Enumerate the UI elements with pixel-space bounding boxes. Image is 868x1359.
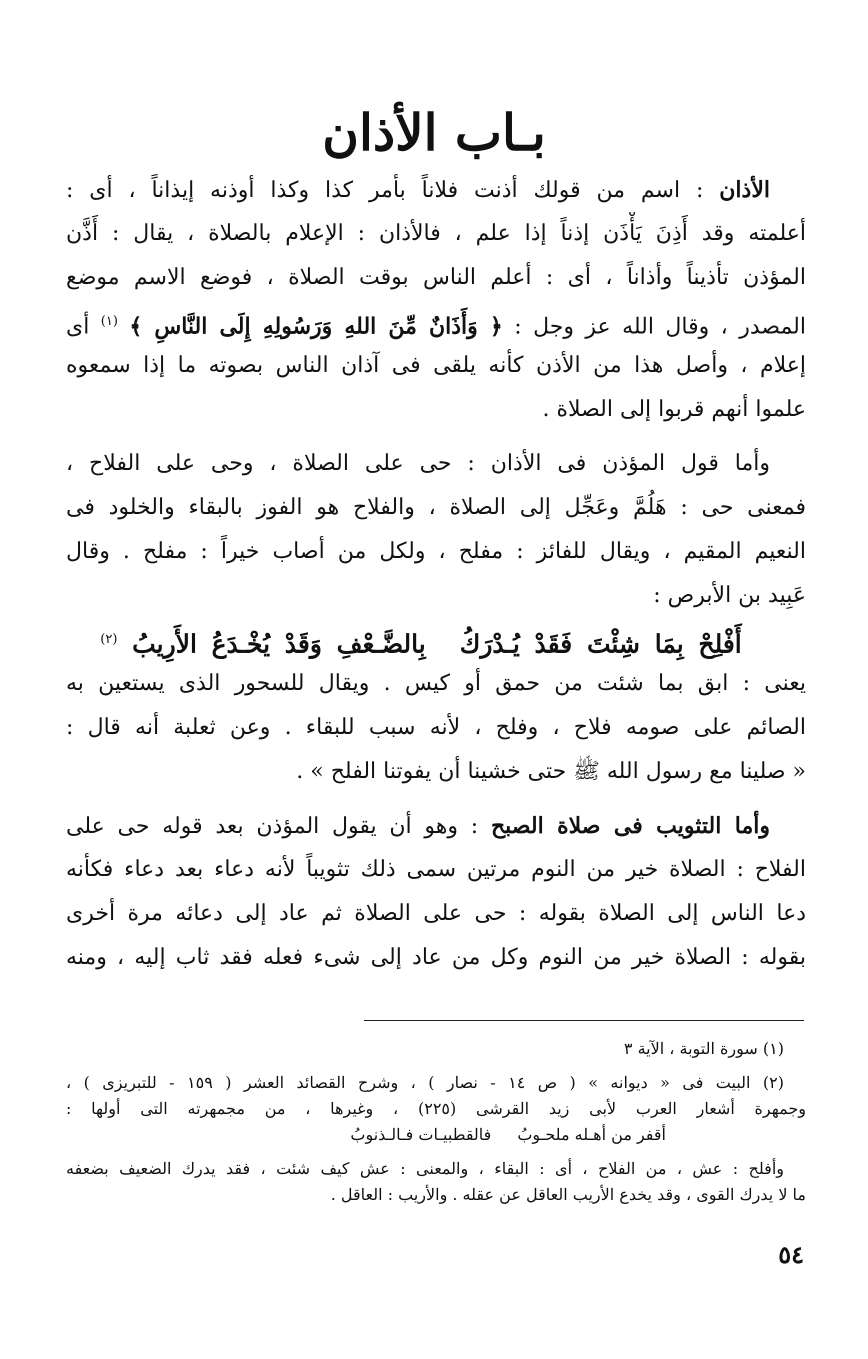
footnote-2-line: وجمهرة أشعار العرب لأبى زيد القرشى (٢٢٥) ، وغيرها ، من مجمهرته التى أولها : bbox=[66, 1099, 806, 1118]
text-line: دعا الناس إلى الصلاة بقوله : حى على الصلاة ثم عاد إلى دعائه مرة أخرى bbox=[66, 901, 806, 926]
text-line: علموا أنهم قربوا إلى الصلاة . bbox=[542, 397, 806, 422]
footnote-ref: (٢) bbox=[100, 632, 118, 647]
text-line: الأذان : اسم من قولك أذنت فلاناً بأمر كذا وكذا أوذنه إيذاناً ، أى : bbox=[66, 177, 770, 203]
footnote-divider bbox=[364, 1020, 804, 1021]
text-line: الصائم على صومه فلاح ، وفلح ، لأنه سبب للبقاء . وعن ثعلبة أنه قال : bbox=[66, 715, 806, 740]
main-text bbox=[66, 168, 806, 980]
footnote-1: (١) سورة التوبة ، الآية ٣ bbox=[623, 1039, 784, 1058]
footnote-2-line: ما لا يدرك القوى ، وقد يخدع الأريب العاقل عن عقله . والأريب : العاقل . bbox=[330, 1185, 806, 1204]
text-line: بقوله : الصلاة خير من النوم وكل من عاد إلى شىء فعله فقد ثاب إليه ، ومنه bbox=[66, 945, 806, 970]
text-line: النعيم المقيم ، ويقال للفائز : مفلح ، ولكل من أصاب خيراً : مفلح . وقال bbox=[66, 539, 806, 564]
text-line: وأما قول المؤذن فى الأذان : حى على الصلاة ، وحى على الفلاح ، bbox=[66, 451, 770, 476]
term-tathwib: وأما التثويب فى صلاة الصبح bbox=[490, 813, 770, 839]
text-line: الفلاح : الصلاة خير من النوم مرتين سمى ذلك تثويباً لأنه دعاء بعد دعاء فكأنه bbox=[66, 857, 806, 882]
text-line: يعنى : ابق بما شئت من حمق أو كيس . ويقال للسحور الذى يستعين به bbox=[66, 671, 806, 696]
footnote-verse: أقفر من أهـله ملحـوبُفالقطبيـات فـالـذنوبُ bbox=[350, 1125, 666, 1144]
footnote-2-line: (٢) البيت فى « ديوانه » ( ص ١٤ - نصار ) ، وشرح القصائد العشر ( ١٥٩ - للتبريزى ) ، bbox=[66, 1073, 785, 1092]
page-number: ٥٤ bbox=[778, 1240, 804, 1269]
quran-verse: ﴿ وَأَذَانٌ مِّنَ اللهِ وَرَسُولِهِ إِلَى النَّاسِ ﴾ bbox=[129, 313, 503, 340]
text-line: فمعنى حى : هَلُمَّ وعَجِّل إلى الصلاة ، والفلاح هو الفوز بالبقاء والخلود فى bbox=[66, 495, 806, 520]
poem-hemistich-2: بِالضَّـعْفِ وَقَدْ يُخْـدَعُ الأَرِيبُ bbox=[132, 629, 426, 659]
text-line: المؤذن تأذيناً وأذاناً ، أى : أعلم الناس بوقت الصلاة ، فوضع الاسم موضع bbox=[66, 265, 806, 290]
footnote-ref: (١) bbox=[100, 314, 118, 329]
text-line: المصدر ، وقال الله عز وجل : ﴿ وَأَذَانٌ مِّنَ اللهِ وَرَسُولِهِ إِلَى النَّاسِ ﴾ $^{(١)}$ أى bbox=[66, 313, 806, 340]
text-line: عَبِيد بن الأبرص : bbox=[653, 583, 806, 608]
text-line: أعلمته وقد أَذِنَ يَأْذَن إذناً إذا علم ، فالأذان : الإعلام بالصلاة ، يقال : أَذَّن bbox=[66, 221, 806, 246]
text-line: « صلينا مع رسول الله ﷺ حتى خشينا أن يفوتنا الفلح » . bbox=[296, 759, 806, 784]
text-line: إعلام ، وأصل هذا من الأذن كأنه يلقى فى آذان الناس بصوته ما إذا سمعوه bbox=[66, 353, 806, 378]
text-line: وأما التثويب فى صلاة الصبح : وهو أن يقول المؤذن بعد قوله حى على bbox=[66, 813, 770, 839]
chapter-title: بـاب الأذان bbox=[322, 103, 546, 162]
poem-verse bbox=[66, 618, 806, 662]
poem-hemistich-1: أَفْلِحْ بِمَا شِئْتَ فَقَدْ يُـدْرَكُ bbox=[459, 629, 742, 659]
footnote-2-line: وأفلح : عش ، من الفلاح ، أى : البقاء ، والمعنى : عش كيف شئت ، فقد يدرك الضعيف بضعفه bbox=[66, 1159, 784, 1178]
term-adhan: الأذان bbox=[719, 177, 770, 203]
